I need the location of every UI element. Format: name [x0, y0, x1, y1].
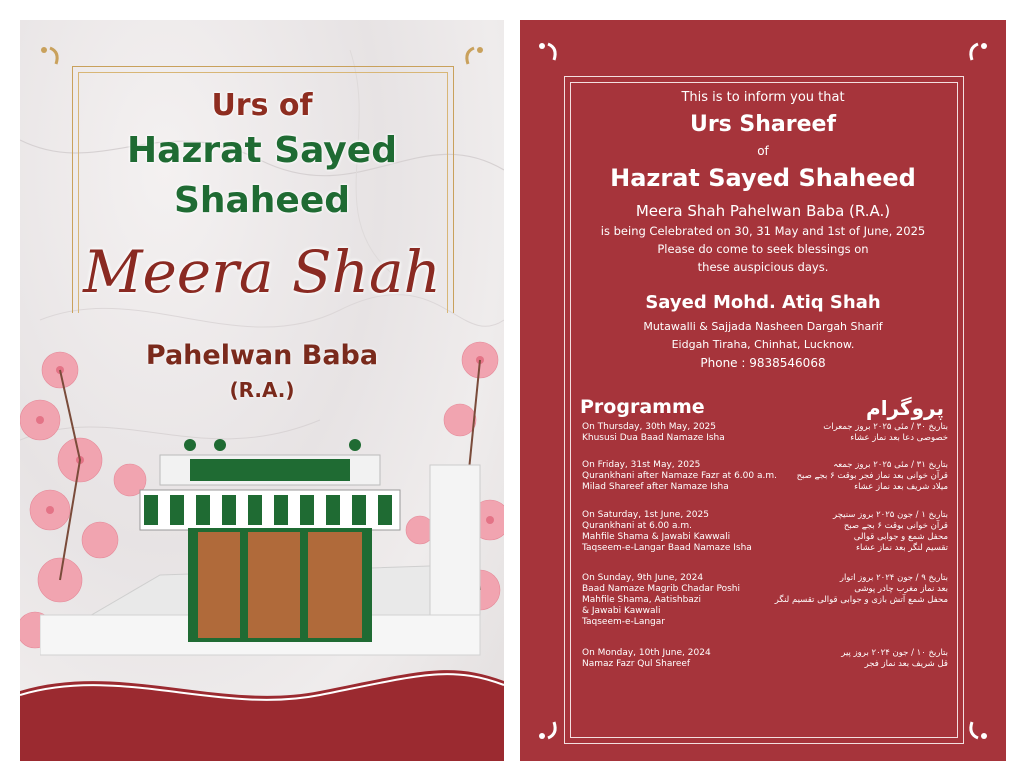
- programme-urdu-heading: پروگرام: [866, 396, 944, 420]
- hazrat-sayed-heading: Hazrat Sayed: [127, 130, 397, 171]
- urs-shareef-heading: Urs Shareef: [689, 112, 837, 137]
- event-1: On Thursday, 30th May, 2025 Khususi Dua Baad Namaze Isha: [582, 422, 725, 443]
- event-3: On Saturday, 1st June, 2025 Qurankhani at 6.00 a.m. Mahfile Shama & Jawabi Kawwali Taqseem-e-Langar Baad Namaze Isha: [582, 510, 752, 553]
- event-2-urdu: بتاریخ ۳۱ / مئی ۲۰۲۵ بروز جمعہ قرآن خوانی بعد نماز فجر بوقت ۶ بجے صبح میلاد شریف بعد نماز عشاء: [796, 460, 948, 492]
- maroon-wave: [20, 651, 504, 761]
- hazrat-heading: Hazrat Sayed Shaheed: [610, 164, 916, 192]
- phone-text: Phone : 9838546068: [700, 356, 826, 370]
- pahelwan-baba-heading: Pahelwan Baba: [145, 340, 379, 371]
- host-title: Mutawalli & Sajjada Nasheen Dargah Sharif: [643, 320, 883, 333]
- ornament-icon: [952, 38, 992, 78]
- programme-heading: Programme: [580, 396, 705, 418]
- urs-of-heading: Urs of: [211, 88, 313, 123]
- please-text: Please do come to seek blessings on: [657, 242, 869, 256]
- address-text: Eidgah Tiraha, Chinhat, Lucknow.: [671, 338, 855, 351]
- left-card: [20, 20, 504, 761]
- celebrated-text: is being Celebrated on 30, 31 May and 1st of June, 2025: [600, 224, 926, 238]
- right-card: [520, 20, 1006, 761]
- event-4-urdu: بتاریخ ۹ / جون ۲۰۲۴ بروز اتوار بعد نماز مغرب چادر پوشی محفل شمع آتش بازی و جوابی قوالی تقسیم لنگر: [774, 573, 948, 605]
- event-5-urdu: بتاریخ ۱۰ / جون ۲۰۲۴ بروز پیر قل شریف بعد نماز فجر: [841, 648, 948, 669]
- ornament-icon: [534, 38, 574, 78]
- dargah-illustration: [40, 415, 500, 675]
- meera-subheading: Meera Shah Pahelwan Baba (R.A.): [635, 202, 891, 220]
- host-name: Sayed Mohd. Atiq Shah: [645, 292, 881, 313]
- event-1-urdu: بتاریخ ۳۰ / مئی ۲۰۲۵ بروز جمعرات خصوصی دعا بعد نماز عشاء: [823, 422, 948, 443]
- shaheed-heading: Shaheed: [173, 180, 351, 221]
- event-2: On Friday, 31st May, 2025 Qurankhani after Namaze Fazr at 6.00 a.m. Milad Shareef after Namaze Isha: [582, 460, 777, 492]
- meera-shah-heading: Meera Shah: [83, 238, 441, 306]
- event-4: On Sunday, 9th June, 2024 Baad Namaze Magrib Chadar Poshi Mahfile Shama, Aatishbazi & Jawabi Kawwali Taqseem-e-Langar: [582, 573, 740, 627]
- ornament-icon: [36, 42, 76, 82]
- of-text: of: [757, 144, 769, 158]
- ra-heading: (R.A.): [229, 378, 295, 402]
- ornament-icon: [448, 42, 488, 82]
- inform-text: This is to inform you that: [681, 90, 845, 105]
- days-text: these auspicious days.: [697, 260, 829, 274]
- event-3-urdu: بتاریخ ۱ / جون ۲۰۲۵ بروز سنیچر قرآن خوانی بوقت ۶ بجے صبح محفل شمع و جوابی قوالی تقسیم لنگر بعد نماز عشاء: [833, 510, 948, 553]
- event-5: On Monday, 10th June, 2024 Namaz Fazr Qul Shareef: [582, 648, 711, 669]
